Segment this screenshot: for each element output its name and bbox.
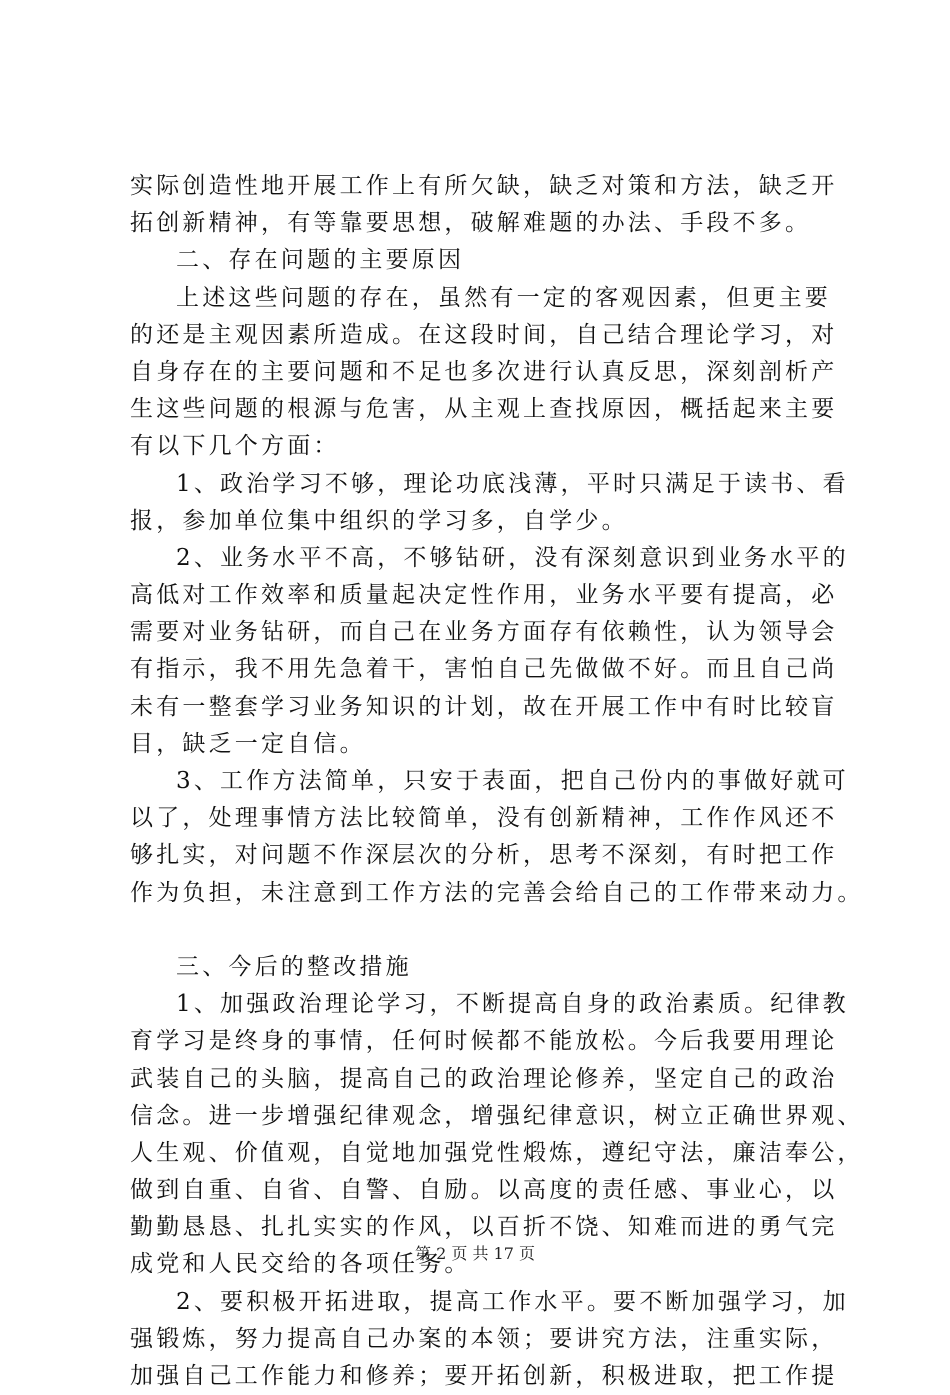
- text-line: 做到自重、自省、自警、自励。以高度的责任感、事业心，以: [130, 1177, 838, 1204]
- text-line: 强锻炼，努力提高自己办案的本领；要讲究方法，注重实际，: [130, 1325, 838, 1352]
- text-line: 拓创新精神，有等靠要思想，破解难题的办法、手段不多。: [130, 210, 812, 237]
- text-line: 的还是主观因素所造成。在这段时间，自己结合理论学习，对: [130, 321, 838, 348]
- text-line: 信念。进一步增强纪律观念，增强纪律意识，树立正确世界观、: [130, 1102, 864, 1129]
- text-line: 有指示，我不用先急着干，害怕自己先做做不好。而且自己尚: [130, 656, 838, 683]
- text-line: 生这些问题的根源与危害，从主观上查找原因，概括起来主要: [130, 396, 838, 423]
- text-line: 以了，处理事情方法比较简单，没有创新精神，工作作风还不: [130, 805, 838, 832]
- text-line: 育学习是终身的事情，任何时候都不能放松。今后我要用理论: [130, 1028, 838, 1055]
- text-line: 够扎实，对问题不作深层次的分析，思考不深刻，有时把工作: [130, 842, 838, 869]
- text-line: 作为负担，未注意到工作方法的完善会给自己的工作带来动力。: [130, 879, 864, 906]
- section-heading: 三、今后的整改措施: [176, 953, 412, 980]
- page-number-footer: 第 2 页 共 17 页: [415, 1244, 535, 1263]
- text-line: 人生观、价值观，自觉地加强党性煅炼，遵纪守法，廉洁奉公，: [130, 1139, 864, 1166]
- text-line: 3、工作方法简单，只安于表面，把自己份内的事做好就可: [176, 768, 849, 794]
- section-heading: 二、存在问题的主要原因: [176, 247, 465, 274]
- text-line: 1、加强政治理论学习，不断提高自身的政治素质。纪律教: [176, 991, 849, 1018]
- text-line: 上述这些问题的存在，虽然有一定的客观因素，但更主要: [176, 284, 831, 311]
- text-line: 未有一整套学习业务知识的计划，故在开展工作中有时比较盲: [130, 693, 838, 720]
- text-line: 加强自己工作能力和修养；要开拓创新，积极进取，把工作提: [130, 1363, 838, 1389]
- text-line: 2、业务水平不高，不够钻研，没有深刻意识到业务水平的: [176, 544, 849, 571]
- text-line: 武装自己的头脑，提高自己的政治理论修养，坚定自己的政治: [130, 1065, 838, 1092]
- text-line: 2、要积极开拓进取，提高工作水平。要不断加强学习，加: [176, 1288, 849, 1315]
- text-line: 实际创造性地开展工作上有所欠缺，缺乏对策和方法，缺乏开: [130, 173, 838, 199]
- text-line: 目，缺乏一定自信。: [130, 730, 366, 757]
- text-line: 需要对业务钻研，而自己在业务方面存有依赖性，认为领导会: [130, 619, 838, 646]
- blank-line: [130, 912, 840, 949]
- text-line: 自身存在的主要问题和不足也多次进行认真反思，深刻剖析产: [130, 358, 838, 385]
- text-line: 勤勤恳恳、扎扎实实的作风，以百折不饶、知难而进的勇气完: [130, 1214, 838, 1241]
- text-line: 高低对工作效率和质量起决定性作用，业务水平要有提高，必: [130, 582, 838, 609]
- text-line: 1、政治学习不够，理论功底浅薄，平时只满足于读书、看: [176, 470, 849, 497]
- document-body: [130, 168, 864, 1395]
- text-line: 成党和人民交给的各项任务。: [130, 1251, 471, 1278]
- text-line: 有以下几个方面：: [130, 433, 340, 460]
- text-line: 报，参加单位集中组织的学习多，自学少。: [130, 507, 628, 534]
